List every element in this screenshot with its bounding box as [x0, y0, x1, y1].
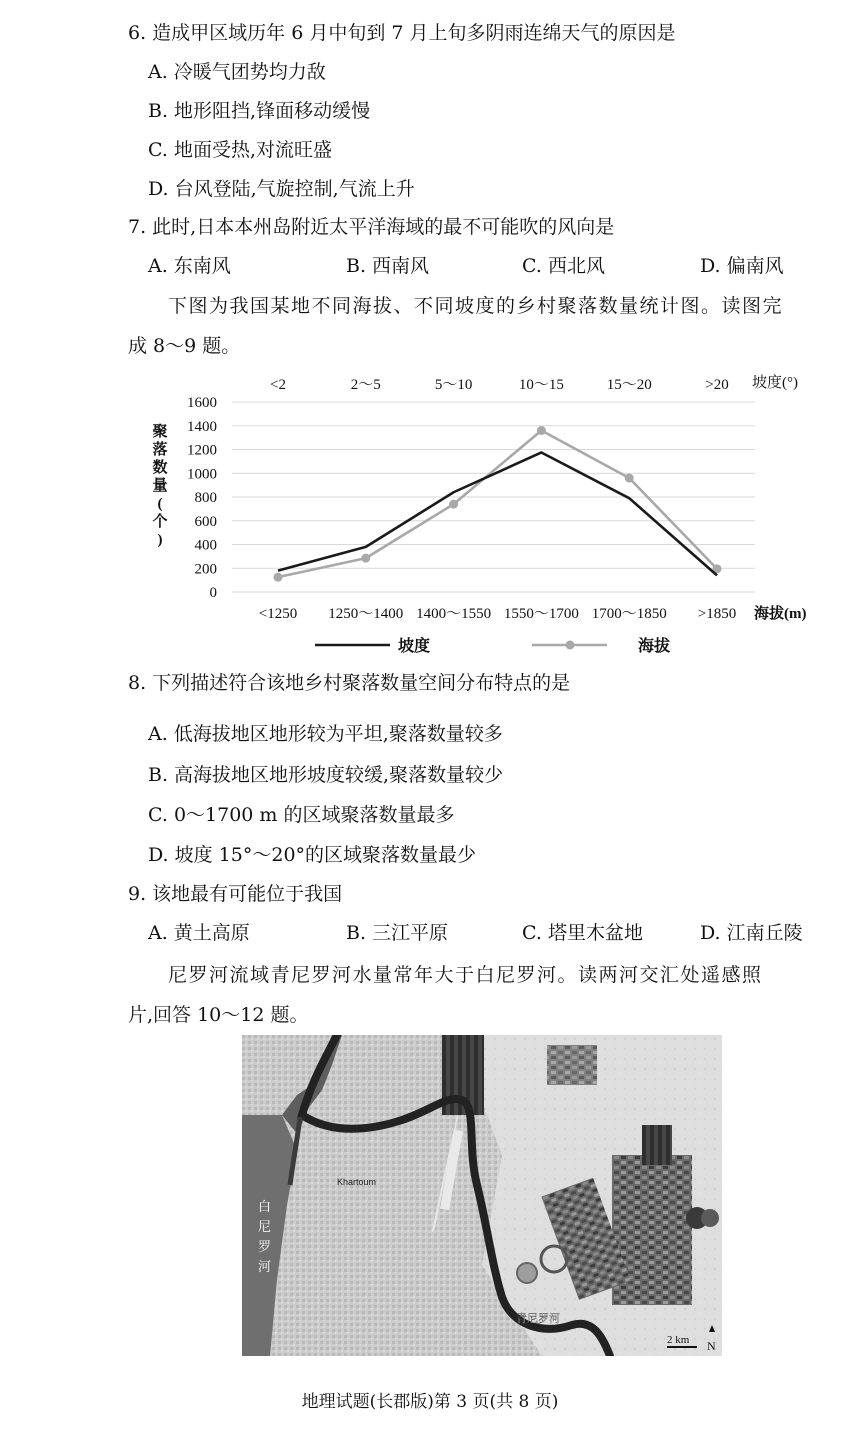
x-top-tick-label: 15～20: [606, 377, 652, 393]
x-bottom-tick-label: 1700～1850: [591, 606, 667, 622]
x-bottom-axis-label: 海拔(m): [754, 606, 807, 622]
y-tick-label: 1400: [187, 418, 217, 435]
series-point-海拔: [449, 500, 458, 509]
legend-marker-海拔: [566, 641, 575, 650]
y-tick-label: 1000: [187, 466, 217, 483]
x-top-tick-label: 10～15: [518, 377, 564, 393]
q8-option-b: B. 高海拔地区地形坡度较缓,聚落数量较少: [148, 764, 504, 786]
q8-option-d: D. 坡度 15°～20°的区域聚落数量最少: [148, 844, 477, 866]
white-nile-char: 河: [258, 1260, 272, 1275]
series-point-海拔: [361, 554, 370, 563]
y-axis-label-char: (: [157, 496, 163, 512]
y-axis-label-char: 聚: [152, 424, 168, 440]
q6-stem: 6. 造成甲区域历年 6 月中旬到 7 月上旬多阴雨连绵天气的原因是: [128, 22, 676, 44]
q7-option-b: B. 西南风: [346, 255, 430, 277]
x-top-tick-label: 5～10: [434, 377, 473, 393]
x-top-tick-label: 2～5: [350, 377, 381, 393]
q9-stem: 9. 该地最有可能位于我国: [128, 883, 343, 905]
x-top-tick-label: >20: [705, 377, 729, 393]
q9-option-b: B. 三江平原: [346, 922, 449, 944]
y-tick-label: 800: [194, 490, 217, 506]
y-tick-label: 400: [194, 537, 217, 554]
q8-option-a: A. 低海拔地区地形较为平坦,聚落数量较多: [148, 723, 503, 745]
q7-stem: 7. 此时,日本本州岛附近太平洋海域的最不可能吹的风向是: [128, 216, 615, 238]
y-tick-label: 1200: [187, 442, 217, 459]
series-point-海拔: [274, 573, 283, 582]
q9-option-c: C. 塔里木盆地: [522, 922, 643, 944]
q9-option-a: A. 黄土高原: [148, 922, 250, 944]
white-nile-char: 白: [258, 1200, 272, 1215]
y-axis-label-char: ): [157, 532, 163, 548]
scale-label: 2 km: [667, 1334, 690, 1346]
q7-option-d: D. 偏南风: [700, 255, 784, 277]
series-line-坡度: [278, 452, 717, 575]
y-axis-label-char: 数: [152, 460, 168, 476]
khartoum-label: Khartoum: [337, 1177, 377, 1187]
q7-option-c: C. 西北风: [522, 255, 605, 277]
q7-option-a: A. 东南风: [148, 255, 231, 277]
legend-label-坡度: 坡度: [398, 638, 431, 655]
q8-option-c: C. 0～1700 m 的区域聚落数量最多: [148, 804, 455, 826]
y-tick-label: 600: [194, 513, 217, 530]
x-bottom-tick-label: 1550～1700: [503, 606, 579, 622]
x-top-axis-label: 坡度(°): [752, 375, 798, 391]
x-bottom-tick-label: >1850: [697, 606, 737, 622]
q8-stem: 8. 下列描述符合该地乡村聚落数量空间分布特点的是: [128, 672, 571, 694]
series-point-海拔: [537, 426, 546, 435]
y-axis-label-char: 个: [152, 514, 168, 530]
blue-nile-label: 青尼罗河: [516, 1312, 560, 1325]
series-line-海拔: [278, 431, 717, 578]
white-nile-char: 尼: [258, 1220, 272, 1235]
y-axis-label-char: 落: [152, 442, 168, 458]
intro-8-9-line2: 成 8～9 题。: [128, 335, 241, 357]
y-tick-label: 0: [209, 585, 217, 601]
x-top-tick-label: <2: [270, 377, 286, 393]
y-tick-label: 1600: [187, 395, 217, 411]
page-footer: 地理试题(长郡版)第 3 页(共 8 页): [301, 1392, 559, 1412]
q9-option-d: D. 江南丘陵: [700, 922, 803, 944]
y-tick-label: 200: [194, 561, 217, 578]
y-axis-label-char: 量: [152, 478, 168, 494]
x-bottom-tick-label: 1250～1400: [328, 606, 404, 622]
white-nile-char: 罗: [258, 1240, 272, 1255]
intro-8-9-line1: 下图为我国某地不同海拔、不同坡度的乡村聚落数量统计图。读图完: [168, 295, 784, 317]
river-confluence-satellite-image: [242, 1035, 722, 1356]
intro-10-12-line2: 片,回答 10～12 题。: [128, 1004, 309, 1026]
intro-10-12-line1: 尼罗河流域青尼罗河水量常年大于白尼罗河。读两河交汇处遥感照: [168, 964, 763, 986]
legend-label-海拔: 海拔: [638, 638, 671, 655]
q6-option-c: C. 地面受热,对流旺盛: [148, 139, 332, 161]
q6-option-b: B. 地形阻挡,锋面移动缓慢: [148, 100, 371, 122]
north-label: N: [707, 1339, 716, 1353]
settlement-line-chart: [140, 364, 830, 660]
q6-option-a: A. 冷暖气团势均力敌: [148, 61, 326, 83]
q6-option-d: D. 台风登陆,气旋控制,气流上升: [148, 178, 415, 200]
series-point-海拔: [625, 474, 634, 483]
x-bottom-tick-label: 1400～1550: [416, 606, 492, 622]
x-bottom-tick-label: <1250: [258, 606, 298, 622]
